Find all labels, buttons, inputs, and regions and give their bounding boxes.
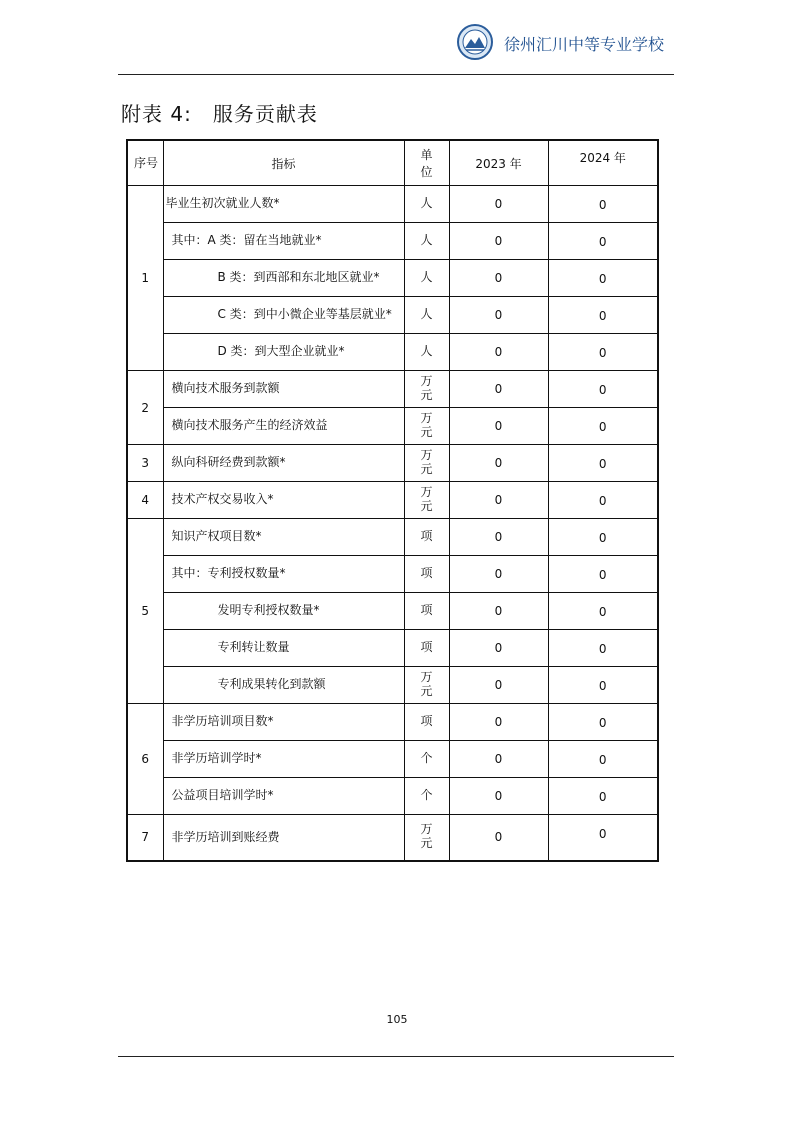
table-row	[127, 741, 658, 778]
seq-cell: 2	[127, 371, 163, 445]
indicator-cell: 技术产权交易收入*	[163, 482, 404, 519]
page-header	[118, 18, 674, 75]
header-2024: 2024 年	[548, 140, 658, 186]
value-2023-cell: 0	[449, 667, 548, 704]
table-row	[127, 519, 658, 556]
unit-cell: 人	[404, 223, 449, 260]
table-row	[127, 371, 658, 408]
indicator-cell: 非学历培训到账经费	[163, 815, 404, 861]
header-2023: 2023 年	[449, 140, 548, 186]
unit-cell: 人	[404, 297, 449, 334]
value-2024-cell: 0	[548, 519, 658, 556]
value-2023-cell: 0	[449, 556, 548, 593]
seq-cell: 3	[127, 445, 163, 482]
value-2024-cell: 0	[548, 260, 658, 297]
table-row	[127, 630, 658, 667]
value-2024-cell: 0	[548, 297, 658, 334]
unit-cell: 万元	[404, 408, 449, 445]
table-row	[127, 556, 658, 593]
value-2024-cell: 0	[548, 630, 658, 667]
indicator-cell: 横向技术服务到款额	[163, 371, 404, 408]
value-2023-cell: 0	[449, 297, 548, 334]
page-title: 附表 4: 服务贡献表	[121, 102, 318, 126]
page-number: 105	[386, 1013, 408, 1026]
table-header-row	[127, 140, 658, 186]
value-2023-cell: 0	[449, 778, 548, 815]
indicator-cell: 知识产权项目数*	[163, 519, 404, 556]
value-2024-cell: 0	[548, 334, 658, 371]
value-2024-cell: 0	[548, 704, 658, 741]
value-2024-cell: 0	[548, 223, 658, 260]
school-logo	[457, 24, 493, 60]
indicator-cell: 非学历培训项目数*	[163, 704, 404, 741]
unit-cell: 项	[404, 593, 449, 630]
value-2024-cell: 0	[548, 482, 658, 519]
indicator-cell: 其中：专利授权数量*	[163, 556, 404, 593]
indicator-cell: 其中：A 类：留在当地就业*	[163, 223, 404, 260]
value-2023-cell: 0	[449, 593, 548, 630]
value-2024-cell: 0	[548, 778, 658, 815]
unit-cell: 个	[404, 741, 449, 778]
unit-cell: 万元	[404, 815, 449, 861]
unit-cell: 万元	[404, 667, 449, 704]
unit-cell: 项	[404, 556, 449, 593]
table-row	[127, 445, 658, 482]
indicator-cell: 专利转让数量	[163, 630, 404, 667]
indicator-cell: 非学历培训学时*	[163, 741, 404, 778]
unit-cell: 人	[404, 260, 449, 297]
value-2024-cell: 0	[548, 741, 658, 778]
value-2024-cell: 0	[548, 667, 658, 704]
seq-cell: 7	[127, 815, 163, 861]
footer-divider	[118, 1056, 674, 1057]
table-row	[127, 704, 658, 741]
header-indicator: 指标	[163, 140, 404, 186]
value-2023-cell: 0	[449, 482, 548, 519]
indicator-cell: 发明专利授权数量*	[163, 593, 404, 630]
unit-cell: 万元	[404, 482, 449, 519]
unit-cell: 人	[404, 186, 449, 223]
indicator-cell: B 类：到西部和东北地区就业*	[163, 260, 404, 297]
table-row	[127, 482, 658, 519]
table-row	[127, 778, 658, 815]
indicator-cell: 纵向科研经费到款额*	[163, 445, 404, 482]
unit-cell: 项	[404, 519, 449, 556]
indicator-cell: 毕业生初次就业人数*	[163, 186, 404, 223]
value-2024-cell: 0	[548, 445, 658, 482]
unit-cell: 万元	[404, 371, 449, 408]
value-2024-cell: 0	[548, 593, 658, 630]
value-2024-cell: 0	[548, 371, 658, 408]
unit-cell: 万元	[404, 445, 449, 482]
value-2023-cell: 0	[449, 630, 548, 667]
seq-cell: 5	[127, 519, 163, 704]
header-seq: 序号	[127, 140, 163, 186]
value-2024-cell: 0	[548, 408, 658, 445]
seq-cell: 4	[127, 482, 163, 519]
value-2023-cell: 0	[449, 371, 548, 408]
table-row	[127, 667, 658, 704]
indicator-cell: 专利成果转化到款额	[163, 667, 404, 704]
table-row	[127, 223, 658, 260]
indicator-cell: C 类：到中小微企业等基层就业*	[163, 297, 404, 334]
table-row	[127, 297, 658, 334]
seq-cell: 6	[127, 704, 163, 815]
header-unit: 单位	[404, 140, 449, 186]
value-2023-cell: 0	[449, 334, 548, 371]
table-row	[127, 593, 658, 630]
unit-cell: 人	[404, 334, 449, 371]
value-2023-cell: 0	[449, 260, 548, 297]
value-2024-cell: 0	[548, 186, 658, 223]
service-contribution-table	[126, 139, 659, 862]
indicator-cell: 横向技术服务产生的经济效益	[163, 408, 404, 445]
value-2023-cell: 0	[449, 519, 548, 556]
unit-cell: 项	[404, 630, 449, 667]
unit-cell: 项	[404, 704, 449, 741]
table-row	[127, 334, 658, 371]
value-2023-cell: 0	[449, 741, 548, 778]
value-2024-cell: 0	[548, 815, 658, 861]
table-row	[127, 260, 658, 297]
seq-cell: 1	[127, 186, 163, 371]
value-2023-cell: 0	[449, 704, 548, 741]
value-2023-cell: 0	[449, 223, 548, 260]
indicator-cell: D 类：到大型企业就业*	[163, 334, 404, 371]
value-2024-cell: 0	[548, 556, 658, 593]
school-name: 徐州汇川中等专业学校	[504, 35, 665, 54]
value-2023-cell: 0	[449, 408, 548, 445]
value-2023-cell: 0	[449, 815, 548, 861]
table-row	[127, 815, 658, 861]
indicator-cell: 公益项目培训学时*	[163, 778, 404, 815]
table-row	[127, 408, 658, 445]
value-2023-cell: 0	[449, 186, 548, 223]
value-2023-cell: 0	[449, 445, 548, 482]
unit-cell: 个	[404, 778, 449, 815]
table-row	[127, 186, 658, 223]
